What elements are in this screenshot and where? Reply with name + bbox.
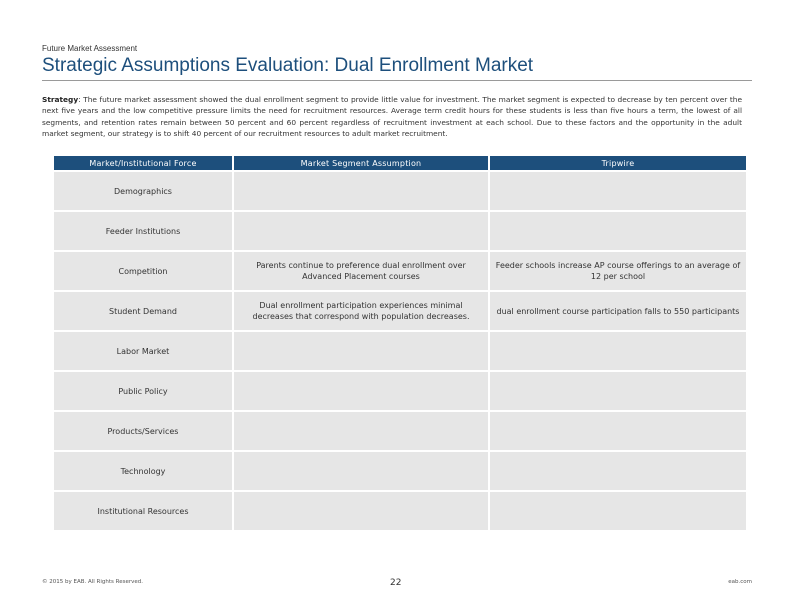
table-row xyxy=(54,332,746,370)
eyebrow-label: Future Market Assessment xyxy=(42,44,138,53)
table-row xyxy=(54,492,746,530)
table-row xyxy=(54,372,746,410)
assumption-cell xyxy=(234,372,488,410)
tripwire-cell xyxy=(490,492,746,530)
page-title: Strategic Assumptions Evaluation: Dual Enrollment Market xyxy=(42,55,534,76)
tripwire-cell xyxy=(490,172,746,210)
force-cell: Technology xyxy=(54,452,232,490)
assumption-cell: Dual enrollment participation experiences minimal decreases that correspond with population decreases. xyxy=(234,292,488,330)
strategy-paragraph xyxy=(42,94,742,140)
assumption-cell xyxy=(234,212,488,250)
header-market-force: Market/Institutional Force xyxy=(54,156,232,170)
assumption-cell: Parents continue to preference dual enrollment over Advanced Placement courses xyxy=(234,252,488,290)
title-divider xyxy=(42,80,752,81)
assumption-cell xyxy=(234,492,488,530)
tripwire-cell: dual enrollment course participation falls to 550 participants xyxy=(490,292,746,330)
table-row xyxy=(54,212,746,250)
table-row xyxy=(54,292,746,330)
table-row xyxy=(54,412,746,450)
assumption-cell xyxy=(234,452,488,490)
force-cell: Products/Services xyxy=(54,412,232,450)
force-cell: Demographics xyxy=(54,172,232,210)
assumption-cell xyxy=(234,332,488,370)
table-row xyxy=(54,252,746,290)
force-cell: Institutional Resources xyxy=(54,492,232,530)
tripwire-cell xyxy=(490,412,746,450)
assumptions-table xyxy=(52,154,748,532)
force-cell: Public Policy xyxy=(54,372,232,410)
table-row xyxy=(54,172,746,210)
site-url: eab.com xyxy=(728,579,752,585)
header-segment-assumption: Market Segment Assumption xyxy=(234,156,488,170)
tripwire-cell xyxy=(490,212,746,250)
strategy-label: Strategy xyxy=(42,95,79,104)
force-cell: Feeder Institutions xyxy=(54,212,232,250)
tripwire-cell xyxy=(490,332,746,370)
assumption-cell xyxy=(234,172,488,210)
tripwire-cell: Feeder schools increase AP course offerings to an average of 12 per school xyxy=(490,252,746,290)
table-header-row xyxy=(54,156,746,170)
copyright-notice: © 2015 by EAB. All Rights Reserved. xyxy=(42,579,144,585)
tripwire-cell xyxy=(490,452,746,490)
tripwire-cell xyxy=(490,372,746,410)
assumption-cell xyxy=(234,412,488,450)
strategy-text: : The future market assessment showed the dual enrollment segment to provide little value for investment. The market segment is expected to decrease by ten percent over the next five years and the low competitive pressure limits the need for recruitment resources. Average term credit hours for these students is less than five hours a term, the lowest of all segments, and retention rates remain between 50 percent and 60 percent regardless of recruitment investment at each school. Due to these factors and the opportunity in the adult market segment, our strategy is to shift 40 percent of our recruitment resources to adult market recruitment. xyxy=(42,95,742,139)
table-row xyxy=(54,452,746,490)
force-cell: Labor Market xyxy=(54,332,232,370)
page-number: 22 xyxy=(390,578,402,588)
force-cell: Student Demand xyxy=(54,292,232,330)
force-cell: Competition xyxy=(54,252,232,290)
header-tripwire: Tripwire xyxy=(490,156,746,170)
